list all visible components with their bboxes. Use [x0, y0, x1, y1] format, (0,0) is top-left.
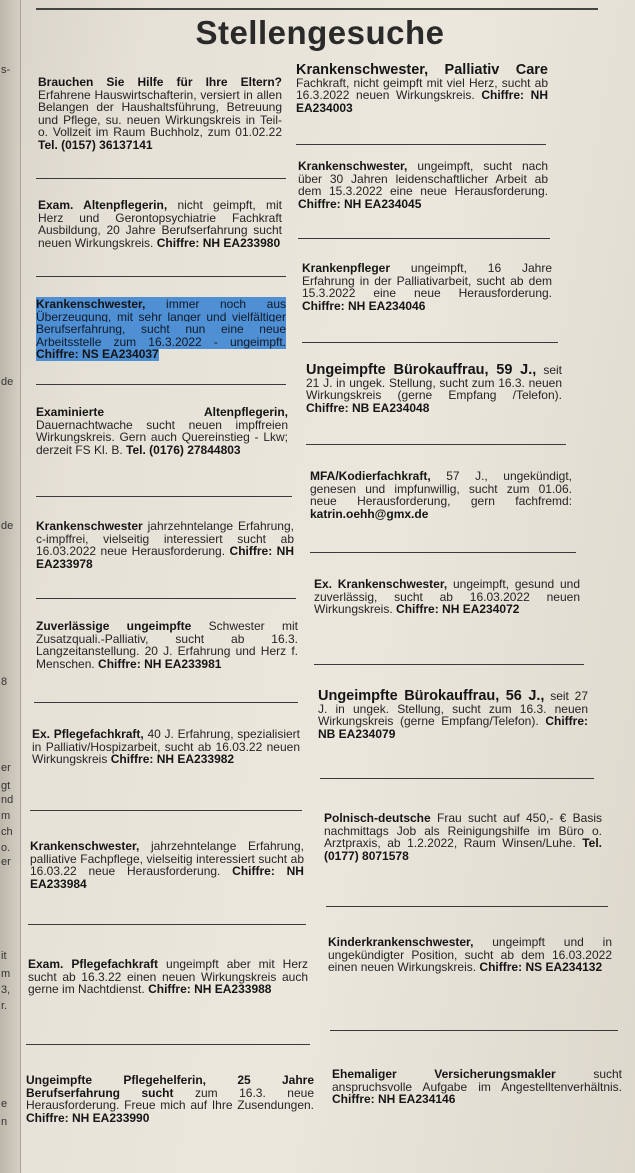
edge-fragment: de [1, 376, 14, 388]
edge-fragment: m [1, 968, 11, 980]
ad-contact-label: Chiffre: [396, 602, 439, 617]
ad-divider [310, 552, 576, 553]
classified-ad [32, 728, 300, 766]
ad-divider [320, 778, 594, 779]
classified-ad [324, 812, 602, 862]
ad-heading: Exam. Pflegefachkraft [28, 957, 159, 971]
ad-heading: Ehemaliger Versicherungsmakler [332, 1067, 556, 1081]
ad-divider [296, 144, 546, 145]
ad-divider [34, 702, 298, 703]
ad-contact: NB EA234048 [352, 400, 430, 415]
classified-ad [302, 262, 552, 312]
edge-fragment: er [1, 856, 11, 868]
ad-contact-label: Chiffre: [306, 400, 349, 415]
ad-body: Fachkraft, nicht geimpft mit viel Herz, sucht ab 16.3.2022 neuen Wirkungskreis. [296, 75, 548, 103]
ad-heading: Krankenpfleger [302, 261, 391, 275]
edge-fragment: 3, [1, 984, 11, 996]
edge-fragment: it [1, 950, 7, 962]
ad-body: ungeimpft, gesund und zuverlässig, sucht ab 16.03.2022 neuen Wirkungskreis. [314, 577, 581, 617]
ad-heading: Examinierte Altenpflegerin, [36, 405, 288, 419]
classified-ad-highlighted [36, 298, 286, 361]
edge-fragment: de [1, 520, 14, 532]
ad-divider [306, 444, 566, 445]
ad-contact: (0157) 36137141 [61, 137, 153, 152]
ad-heading: Krankenschwester, [298, 159, 408, 173]
ad-heading: Krankenschwester, Palliativ Care [296, 62, 548, 78]
classified-ad [36, 520, 294, 570]
ad-contact-label: Chiffre: [232, 864, 275, 879]
ad-body: ungeimpft, 16 Jahre Erfahrung in der Palliativarbeit, sucht ab dem 15.3.2022 eine neue Herausforderung. [302, 261, 552, 301]
edge-fragment: n [1, 1116, 8, 1128]
ad-divider [330, 1030, 618, 1031]
ad-contact-label: Tel. [582, 836, 602, 851]
ad-body: Dauernachtwache sucht neuen impffreien Wirkungskreis. Gern auch Quereinstieg - Lkw; derzeit FS Kl. B. [36, 417, 288, 457]
ad-contact: NH EA234003 [296, 88, 548, 115]
ad-contact-label: Chiffre: [229, 544, 273, 559]
ad-contact: NH EA233980 [202, 235, 281, 250]
ad-divider [36, 178, 286, 179]
ad-contact-label: Chiffre: [298, 196, 341, 211]
ad-body: Frau sucht auf 450,- € Basis nachmittags Job als Reinigungshilfe im Büro o. Arztpraxis, ab 1.2.2022, Raum Winsen/Luhe. [324, 811, 603, 851]
ad-divider [36, 496, 292, 497]
classified-ad [298, 160, 548, 210]
ad-heading: Polnisch-deutsche [324, 811, 431, 825]
ad-divider [36, 384, 286, 385]
edge-fragment: o. [1, 842, 11, 854]
ad-heading: Kinderkrankenschwester, [328, 935, 474, 949]
ad-contact: NH EA234046 [348, 298, 426, 313]
ad-body: seit 21 J. in ungek. Stellung, sucht zum 16.3. neuen Wirkungskreis (gerne Empfang /Telefon). [306, 363, 562, 403]
ad-heading: Ungeimpfte Bürokauffrau, 59 J., [306, 362, 537, 378]
ad-divider [326, 906, 608, 907]
classified-ad [26, 1074, 314, 1124]
ad-contact: NH EA234072 [442, 602, 520, 617]
ad-contact: NH EA233978 [36, 544, 295, 571]
classified-ad [314, 578, 580, 616]
ad-body: zum 16.3. neue Herausforderung. Freue mich auf Ihre Zusendungen. [26, 1085, 314, 1113]
ad-contact-label: Chiffre: [148, 982, 191, 997]
classified-ad [332, 1068, 622, 1106]
ad-divider [298, 238, 550, 239]
edge-fragment: e [1, 1098, 8, 1110]
ad-contact: (0176) 27844803 [149, 442, 241, 457]
ad-contact: NH EA233988 [194, 982, 272, 997]
ad-contact: NH EA234146 [378, 1092, 456, 1107]
ad-contact: NH EA233982 [156, 752, 235, 767]
classified-ad [30, 840, 304, 890]
ad-contact-label: Chiffre: [332, 1092, 375, 1107]
ad-contact: NH EA234045 [344, 196, 422, 211]
ad-contact-label: Chiffre: [545, 714, 588, 729]
edge-fragment: 8 [1, 676, 8, 688]
edge-fragment: m [1, 810, 11, 822]
ad-heading: Ungeimpfte Pflegehelferin, 25 Jahre Berufserfahrung sucht [26, 1073, 314, 1100]
edge-fragment: r. [1, 1000, 8, 1012]
ad-heading: Ungeimpfte Bürokauffrau, 56 J., [318, 688, 545, 704]
ad-contact-label: Chiffre: [156, 235, 200, 250]
adjacent-page-edge [0, 0, 21, 1173]
classified-ad [38, 199, 282, 249]
ad-contact-label: Chiffre: [36, 347, 79, 362]
edge-fragment: s- [1, 64, 11, 76]
ad-body: seit 27 J. in ungek. Stellung, sucht zum 16.3. neuen Wirkungskreis (gerne Empfang/Telefon). [318, 689, 588, 729]
ad-contact-label: Chiffre: [481, 88, 525, 103]
ad-contact: NB EA234079 [318, 726, 396, 741]
header-rule [36, 8, 598, 10]
ad-heading: MFA/Kodierfachkraft, [310, 469, 431, 483]
ad-divider [36, 276, 286, 277]
ad-body: ungeimpft und in ungekündigter Position, sucht ab dem 16.03.2022 einen neuen Wirkungskreis. [328, 935, 612, 975]
ad-heading: Krankenschwester, [30, 839, 140, 853]
edge-fragment: ch [1, 826, 13, 838]
classified-ad [36, 406, 288, 456]
ad-body: jahrzehntelange Erfahrung, c-impffrei, vielseitig interessiert sucht ab 16.03.2022 neue Herausforderung. [36, 519, 294, 559]
ad-contact: NH EA233984 [30, 864, 304, 891]
ad-contact: (0177) 8071578 [324, 848, 409, 863]
ad-divider [28, 924, 306, 925]
ad-body: Erfahrene Hauswirtschafterin, versiert in allen Belangen der Haushaltsführung, Betreuung und Pflege, su. neuen Wirkungskreis in Teil- o. Vollzeit im Raum Buchholz, zum 01.02.22 [38, 87, 282, 140]
ad-contact: NH EA233981 [144, 656, 222, 671]
ad-contact-label: Chiffre: [302, 298, 345, 313]
ad-heading: Krankenschwester [36, 519, 143, 533]
ad-body: ungeimpft, sucht nach über 30 Jahren leidenschaftlicher Arbeit ab dem 15.3.2022 eine neue Herausforderung. [298, 159, 549, 199]
ad-contact: NH EA233990 [72, 1110, 150, 1125]
ad-heading: Krankenschwester, [36, 297, 146, 311]
classified-ad [310, 470, 572, 520]
ad-divider [36, 598, 296, 599]
ad-heading: Ex. Krankenschwester, [314, 577, 448, 591]
classified-ad [328, 936, 612, 974]
ad-divider [314, 664, 584, 665]
edge-fragment: er [1, 762, 11, 774]
edge-fragment: nd [1, 794, 14, 806]
ad-contact: NS EA234132 [525, 960, 603, 975]
classified-ad [28, 958, 308, 996]
ad-contact-label: Chiffre: [110, 752, 154, 767]
ad-contact: katrin.oehh@gmx.de [310, 506, 429, 521]
classified-ad [38, 76, 282, 152]
classified-ad [36, 620, 298, 670]
ad-body: sucht anspruchsvolle Aufgabe im Angestelltenverhältnis. [332, 1067, 622, 1094]
ad-heading: Exam. Altenpflegerin, [38, 198, 168, 212]
ad-contact-label: Chiffre: [98, 656, 141, 671]
ad-contact-label: Chiffre: [479, 960, 523, 975]
classified-ad [306, 364, 562, 414]
ad-contact-label: Tel. [126, 442, 146, 457]
ad-divider [26, 1044, 310, 1045]
ad-heading: Zuverlässige ungeimpfte [36, 619, 192, 633]
ad-body: nicht geimpft, mit Herz und Gerontopsychiatrie Fachkraft Ausbildung, 20 Jahre Berufserfahrung sucht neuen Wirkungskreis. [38, 198, 283, 250]
edge-fragment: gt [1, 780, 11, 792]
ad-divider [30, 810, 302, 811]
ad-body: Schwester mit Zusatzquali.-Palliativ, sucht ab 16.3. Langzeitanstellung. 20 J. Erfahrung und Herz f. Menschen. [36, 619, 298, 671]
ad-body: ungeimpft aber mit Herz sucht ab 16.3.22 einen neuen Wirkungskreis auch gerne im Nachtdienst. [28, 957, 308, 997]
ad-heading: Brauchen Sie Hilfe für Ihre Eltern? [38, 75, 282, 89]
ad-body: jahrzehntelange Erfahrung, palliative Fachpflege, vielseitig interessiert sucht ab 16.03.22 neue Herausforderung. [30, 839, 304, 879]
ad-contact-label: Tel. [38, 137, 58, 152]
ad-contact-label: Chiffre: [26, 1110, 69, 1125]
page-title: Stellengesuche [195, 14, 445, 51]
ad-body: 57 J., ungekündigt, genesen und impfunwillig, sucht zum 01.06. neue Herausforderung, gern fachfremd: [310, 469, 572, 509]
ad-heading: Ex. Pflegefachkraft, [32, 727, 144, 741]
ad-body: 40 J. Erfahrung, spezialisiert in Palliativ/Hospizarbeit, sucht ab 16.03.22 neuen Wirkungskreis [32, 727, 300, 767]
ad-divider [302, 342, 558, 343]
classified-ad [296, 64, 548, 114]
ad-body: immer noch aus Überzeugung, mit sehr langer und vielfältiger Berufserfahrung, sucht nun eine neue Arbeitsstelle zum 16.3.2022 - ungeimpft. [36, 297, 286, 349]
classified-ad [318, 690, 588, 740]
ad-contact: NS EA234037 [82, 347, 159, 362]
